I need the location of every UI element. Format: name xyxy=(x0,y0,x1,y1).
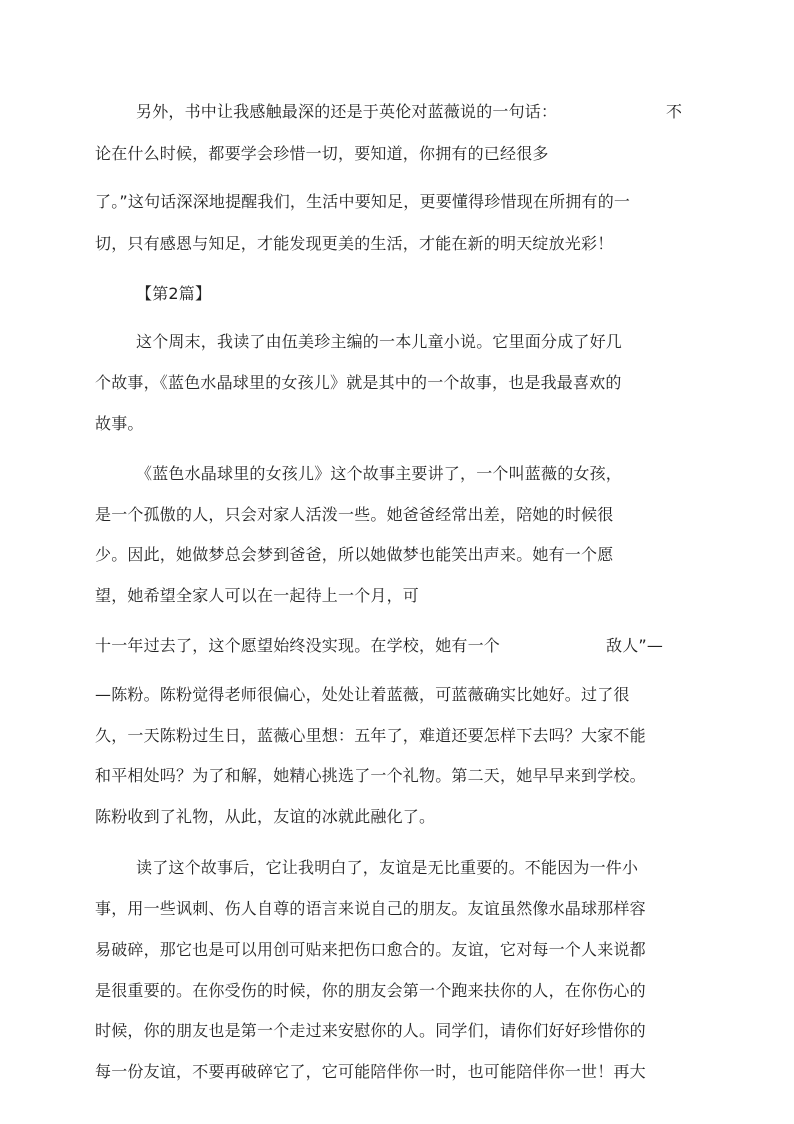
p1-line-1b: 不 xyxy=(666,102,683,121)
p4-line-1: 读了这个故事后，它让我明白了，友谊是无比重要的。不能因为一件小 xyxy=(136,858,639,877)
p1-line-3: 了。”这句话深深地提醒我们，生活中要知足，更要懂得珍惜现在所拥有的一 xyxy=(95,192,631,211)
p2-line-1: 这个周末，我读了由伍美珍主编的一本儿童小说。它里面分成了好几 xyxy=(136,332,623,351)
p3-line-7: 久，一天陈粉过生日，蓝薇心里想：五年了，难道还要怎样下去吗？大家不能 xyxy=(95,726,646,745)
p3-line-8: 和平相处吗？为了和解，她精心挑选了一个礼物。第二天，她早早来到学校。 xyxy=(95,766,646,785)
p1-line-4: 切，只有感恩与知足，才能发现更美的生活，才能在新的明天绽放光彩！ xyxy=(95,234,614,253)
p4-line-2: 事，用一些讽刺、伤人自尊的语言来说自己的朋友。友谊虽然像水晶球那样容 xyxy=(95,899,646,918)
p2-line-3: 故事。 xyxy=(95,414,144,433)
p4-line-5: 时候，你的朋友也是第一个走过来安慰你的人。同学们，请你们好好珍惜你的 xyxy=(95,1021,646,1040)
p3-line-3: 少。因此，她做梦总会梦到爸爸，所以她做梦也能笑出声来。她有一个愿 xyxy=(95,545,614,564)
p2-line-2: 个故事，《蓝色水晶球里的女孩儿》就是其中的一个故事，也是我最喜欢的 xyxy=(95,373,622,392)
p4-line-3: 易破碎，那它也是可以用创可贴来把伤口愈合的。友谊，它对每一个人来说都 xyxy=(95,940,646,959)
p1-line-1a: 另外，书中让我感触最深的还是于英伦对蓝薇说的一句话： xyxy=(136,102,558,121)
p3-line-1: 《蓝色水晶球里的女孩儿》这个故事主要讲了，一个叫蓝薇的女孩， xyxy=(136,464,623,483)
p4-line-4: 是很重要的。在你受伤的时候，你的朋友会第一个跑来扶你的人，在你伤心的 xyxy=(95,981,646,1000)
p1-line-2: 论在什么时候，都要学会珍惜一切，要知道，你拥有的已经很多 xyxy=(95,144,549,163)
p3-line-6: —陈粉。陈粉觉得老师很偏心，处处让着蓝薇，可蓝薇确实比她好。过了很 xyxy=(95,685,630,704)
p3-line-5b: 敌人”— xyxy=(606,636,664,655)
p4-line-6: 每一份友谊，不要再破碎它了，它可能陪伴你一时，也可能陪伴你一世！再大 xyxy=(95,1062,646,1081)
section-heading: 【第2篇】 xyxy=(136,284,212,303)
p3-line-2: 是一个孤傲的人，只会对家人活泼一些。她爸爸经常出差，陪她的时候很 xyxy=(95,505,614,524)
p3-line-9: 陈粉收到了礼物，从此，友谊的冰就此融化了。 xyxy=(95,807,436,826)
p3-line-5a: 十一年过去了，这个愿望始终没实现。在学校，她有一个 xyxy=(95,636,501,655)
p3-line-4: 望，她希望全家人可以在一起待上一个月，可 xyxy=(95,586,420,605)
